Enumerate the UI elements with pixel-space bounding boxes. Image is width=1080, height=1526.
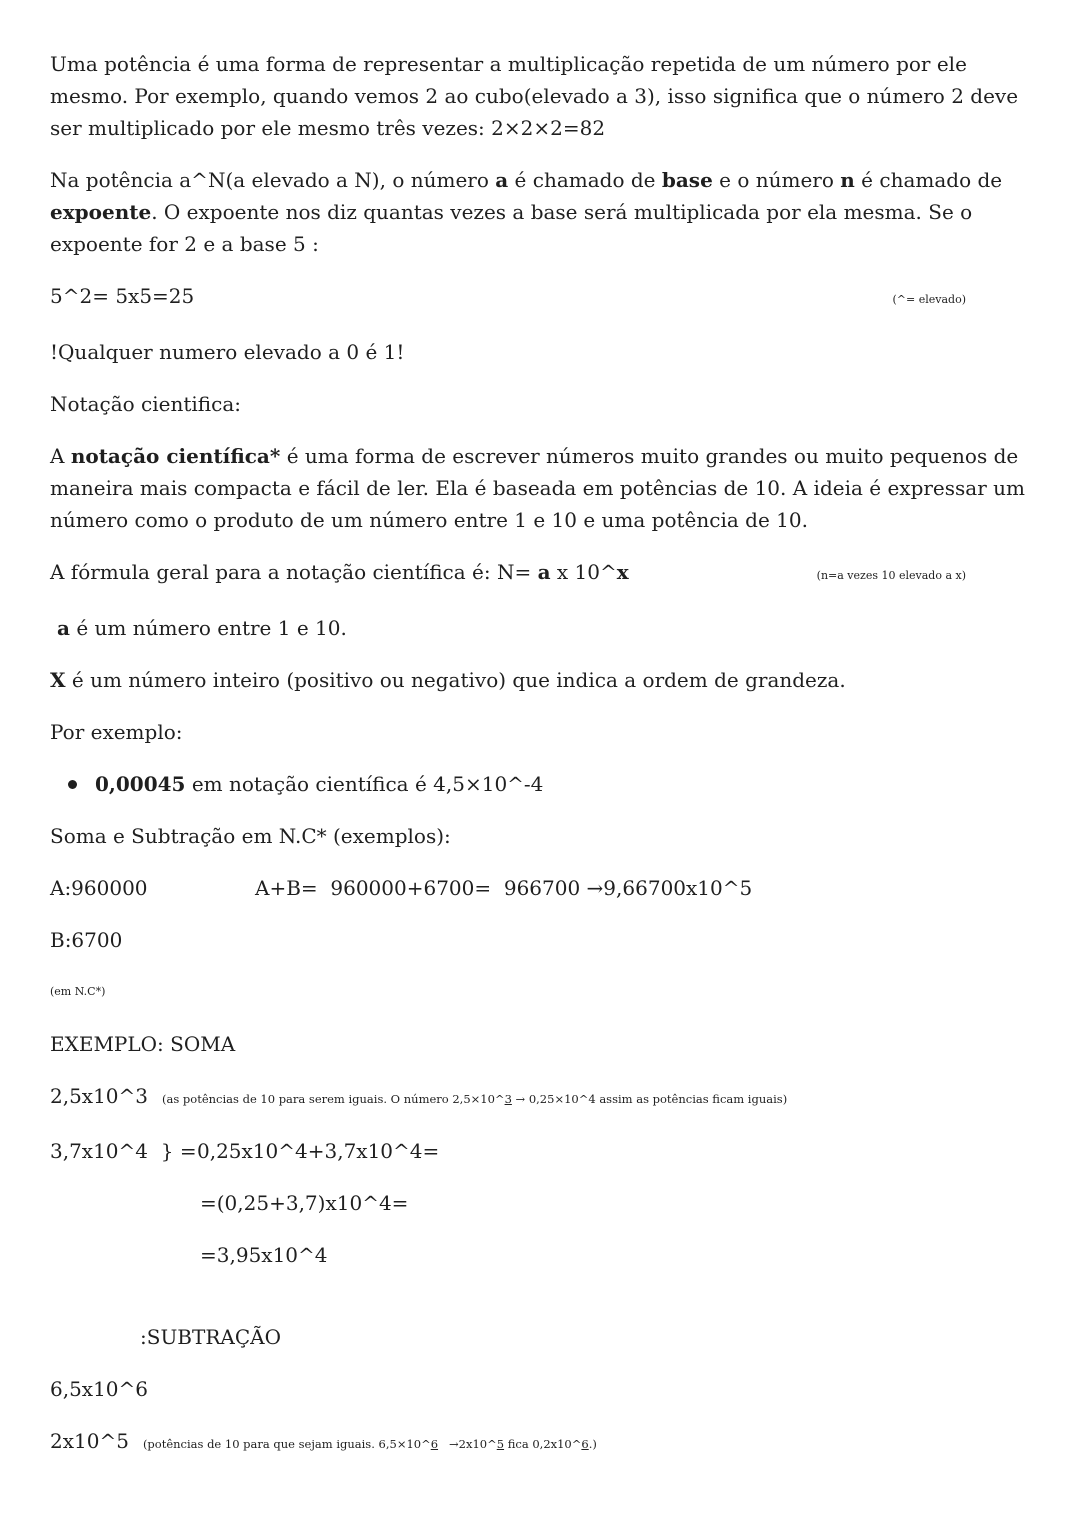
power-example-note: (^= elevado) [892, 293, 966, 306]
paragraph-a-definition [50, 612, 1030, 644]
text-run: →2x10^ [438, 1437, 497, 1451]
sub-step2 [50, 1425, 1030, 1460]
soma-step3: =(0,25+3,7)x10^4= [200, 1191, 409, 1215]
sub-step1: 6,5x10^6 [50, 1377, 149, 1401]
soma-step4: =3,95x10^4 [200, 1243, 328, 1267]
value-a: A:960000 [50, 876, 148, 900]
text-run: A fórmula geral para a notação científica é: N= [50, 560, 538, 584]
paragraph-por-exemplo: Por exemplo: [50, 720, 183, 744]
soma-step1-note [162, 1083, 787, 1115]
heading-soma-subtracao: Soma e Subtração em N.C* (exemplos): [50, 824, 451, 848]
text-run: → 0,25×10^4 assim as potências ficam iguais) [511, 1092, 788, 1106]
bullet-item [50, 768, 1030, 800]
bold-run: X [50, 668, 66, 692]
value-b: B:6700 [50, 928, 123, 952]
formula-row [50, 556, 1030, 592]
text-run: em notação científica é 4,5×10^-4 [185, 772, 544, 796]
text-run: é chamado de [508, 168, 662, 192]
formula-text [50, 556, 629, 588]
soma-step2-left: 3,7x10^4 } = [50, 1139, 197, 1163]
text-run: A [50, 444, 71, 468]
text-run: é uma forma de escrever números muito grandes ou muito pequenos de maneira mais compacta e fácil de ler. Ela é baseada em potências de 10. A ideia é expressar um número como o produto de um número entre 1 e 10 e uma potência de 10. [50, 444, 1025, 532]
bold-run: base [661, 168, 713, 192]
formula-note: (n=a vezes 10 elevado a x) [816, 569, 966, 582]
sub-step2-note [143, 1428, 597, 1460]
bullet-icon [68, 780, 77, 789]
soma-step1-value: 2,5x10^3 [50, 1084, 149, 1108]
soma-step2-right: 0,25x10^4+3,7x10^4= [197, 1139, 440, 1163]
bold-run: a [57, 616, 70, 640]
paragraph-intro: Uma potência é uma forma de representar a multiplicação repetida de um número por ele mesmo. Por exemplo, quando vemos 2 ao cubo(elevado a 3), isso significa que o número 2 deve ser multiplicado por ele mesmo três vezes: 2×2×2=82 [50, 52, 1019, 140]
text-run: (potências de 10 para que sejam iguais. 6,5×10^ [142, 1437, 431, 1451]
heading-notacao-cientifica: Notação cientifica: [50, 392, 241, 416]
bold-run: 0,00045 [95, 772, 186, 796]
soma-step2 [50, 1135, 1030, 1167]
paragraph-base-expoente [50, 164, 1030, 260]
underline-run: 6 [430, 1437, 439, 1451]
text-run: Na potência a^N(a elevado a N), o número [50, 168, 496, 192]
underline-run: 6 [581, 1437, 589, 1451]
underline-run: 5 [496, 1437, 505, 1451]
sub-step2-value: 2x10^5 [50, 1429, 129, 1453]
power-example-text: 5^2= 5x5=25 [50, 284, 195, 308]
text-run: é chamado de [854, 168, 1003, 192]
text-run: é um número inteiro (positivo ou negativo) que indica a ordem de grandeza. [65, 668, 846, 692]
sum-row-a [50, 872, 1030, 904]
text-run: e o número [712, 168, 841, 192]
soma-step1 [50, 1080, 1030, 1115]
text-run: .) [588, 1437, 597, 1451]
text-run: fica 0,2x10^ [504, 1437, 582, 1451]
heading-subtracao: :SUBTRAÇÃO [140, 1325, 281, 1349]
bullet-text [95, 768, 543, 800]
bold-run: n [840, 168, 855, 192]
text-run: x 10^ [550, 560, 617, 584]
text-run: (as potências de 10 para serem iguais. O número 2,5×10^ [162, 1092, 505, 1106]
bold-run: a [495, 168, 509, 192]
paragraph-sci-definition [50, 440, 1030, 536]
underline-run: 3 [504, 1092, 512, 1106]
power-example-row [50, 280, 1030, 316]
nc-note: (em N.C*) [50, 985, 106, 998]
heading-exemplo-soma: EXEMPLO: SOMA [50, 1032, 236, 1056]
bold-run: a [537, 560, 551, 584]
bold-run: x [616, 560, 629, 584]
bold-run: expoente [50, 200, 152, 224]
paragraph-x-definition [50, 664, 1030, 696]
text-run: . O expoente nos diz quantas vezes a base será multiplicada por ela mesma. Se o expoente for 2 e a base 5 : [50, 200, 973, 256]
sum-expression: A+B= 960000+6700= 966700 →9,66700x10^5 [255, 876, 753, 900]
paragraph-zero-rule: !Qualquer numero elevado a 0 é 1! [50, 340, 405, 364]
bold-run: notação científica* [70, 444, 281, 468]
text-run: é um número entre 1 e 10. [69, 616, 347, 640]
